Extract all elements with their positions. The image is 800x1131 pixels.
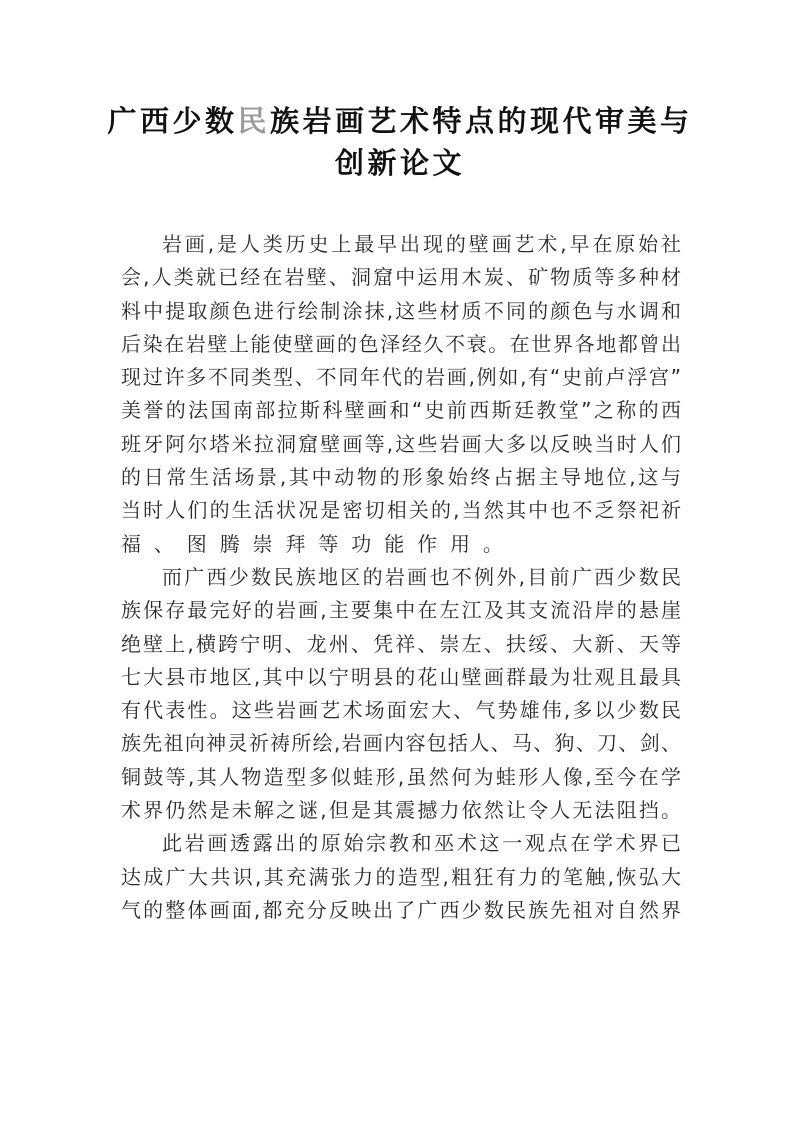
title-highlighted-char: 民 [237, 104, 270, 138]
text-line: 族保存最完好的岩画,主要集中在左江及其支流沿岸的悬崖 [121, 598, 681, 623]
text-line: 族先祖向神灵祈祷所绘,岩画内容包括人、马、狗、刀、剑、 [121, 731, 681, 756]
document-title-line-2: 创新论文 [334, 146, 465, 180]
text-line: 料中提取颜色进行绘制涂抹,这些材质不同的颜色与水调和 [121, 298, 681, 323]
title-text: 族岩画艺术特点的现代审美与 [270, 104, 693, 138]
paragraph [121, 561, 681, 827]
text-line: 岩画,是人类历史上最早出现的壁画艺术,早在原始社 [162, 232, 681, 256]
text-line: 班牙阿尔塔米拉洞窟壁画等,这些岩画大多以反映当时人们 [121, 431, 681, 456]
text-line: 美誉的法国南部拉斯科壁画和“史前西斯廷教堂”之称的西 [121, 398, 681, 423]
document-body [121, 228, 681, 927]
text-line: 现过许多不同类型、不同年代的岩画,例如,有“史前卢浮宫” [121, 365, 681, 390]
text-line: 术界仍然是未解之谜,但是其震撼力依然让令人无法阻挡。 [121, 798, 681, 823]
text-line: 此岩画透露出的原始宗教和巫术这一观点在学术界已 [162, 831, 681, 856]
document-title-line-1 [0, 99, 800, 140]
text-line: 后染在岩壁上能使壁画的色泽经久不衰。在世界各地都曾出 [121, 331, 681, 356]
text-line: 达成广大共识,其充满张力的造型,粗狂有力的笔触,恢弘大 [121, 864, 681, 889]
text-line: 铜鼓等,其人物造型多似蛙形,虽然何为蛙形人像,至今在学 [121, 764, 681, 789]
paragraph [121, 228, 681, 561]
text-line: 而广西少数民族地区的岩画也不例外,目前广西少数民 [162, 564, 681, 589]
text-line: 当时人们的生活状况是密切相关的,当然其中也不乏祭祀祈 [121, 498, 681, 523]
text-line: 的日常生活场景,其中动物的形象始终占据主导地位,这与 [121, 465, 681, 490]
text-line: 会,人类就已经在岩壁、洞窟中运用木炭、矿物质等多种材 [121, 265, 681, 290]
paragraph [121, 827, 681, 927]
title-text: 广西少数 [107, 104, 238, 138]
text-line: 气的整体画面,都充分反映出了广西少数民族先祖对自然界 [121, 897, 681, 922]
text-line: 绝壁上,横跨宁明、龙州、凭祥、崇左、扶绥、大新、天等 [121, 631, 681, 656]
text-line: 有代表性。这些岩画艺术场面宏大、气势雄伟,多以少数民 [121, 698, 681, 723]
text-line: 福、图腾崇拜等功能作用。 [121, 531, 516, 556]
text-line: 七大县市地区,其中以宁明县的花山壁画群最为壮观且最具 [121, 664, 681, 689]
